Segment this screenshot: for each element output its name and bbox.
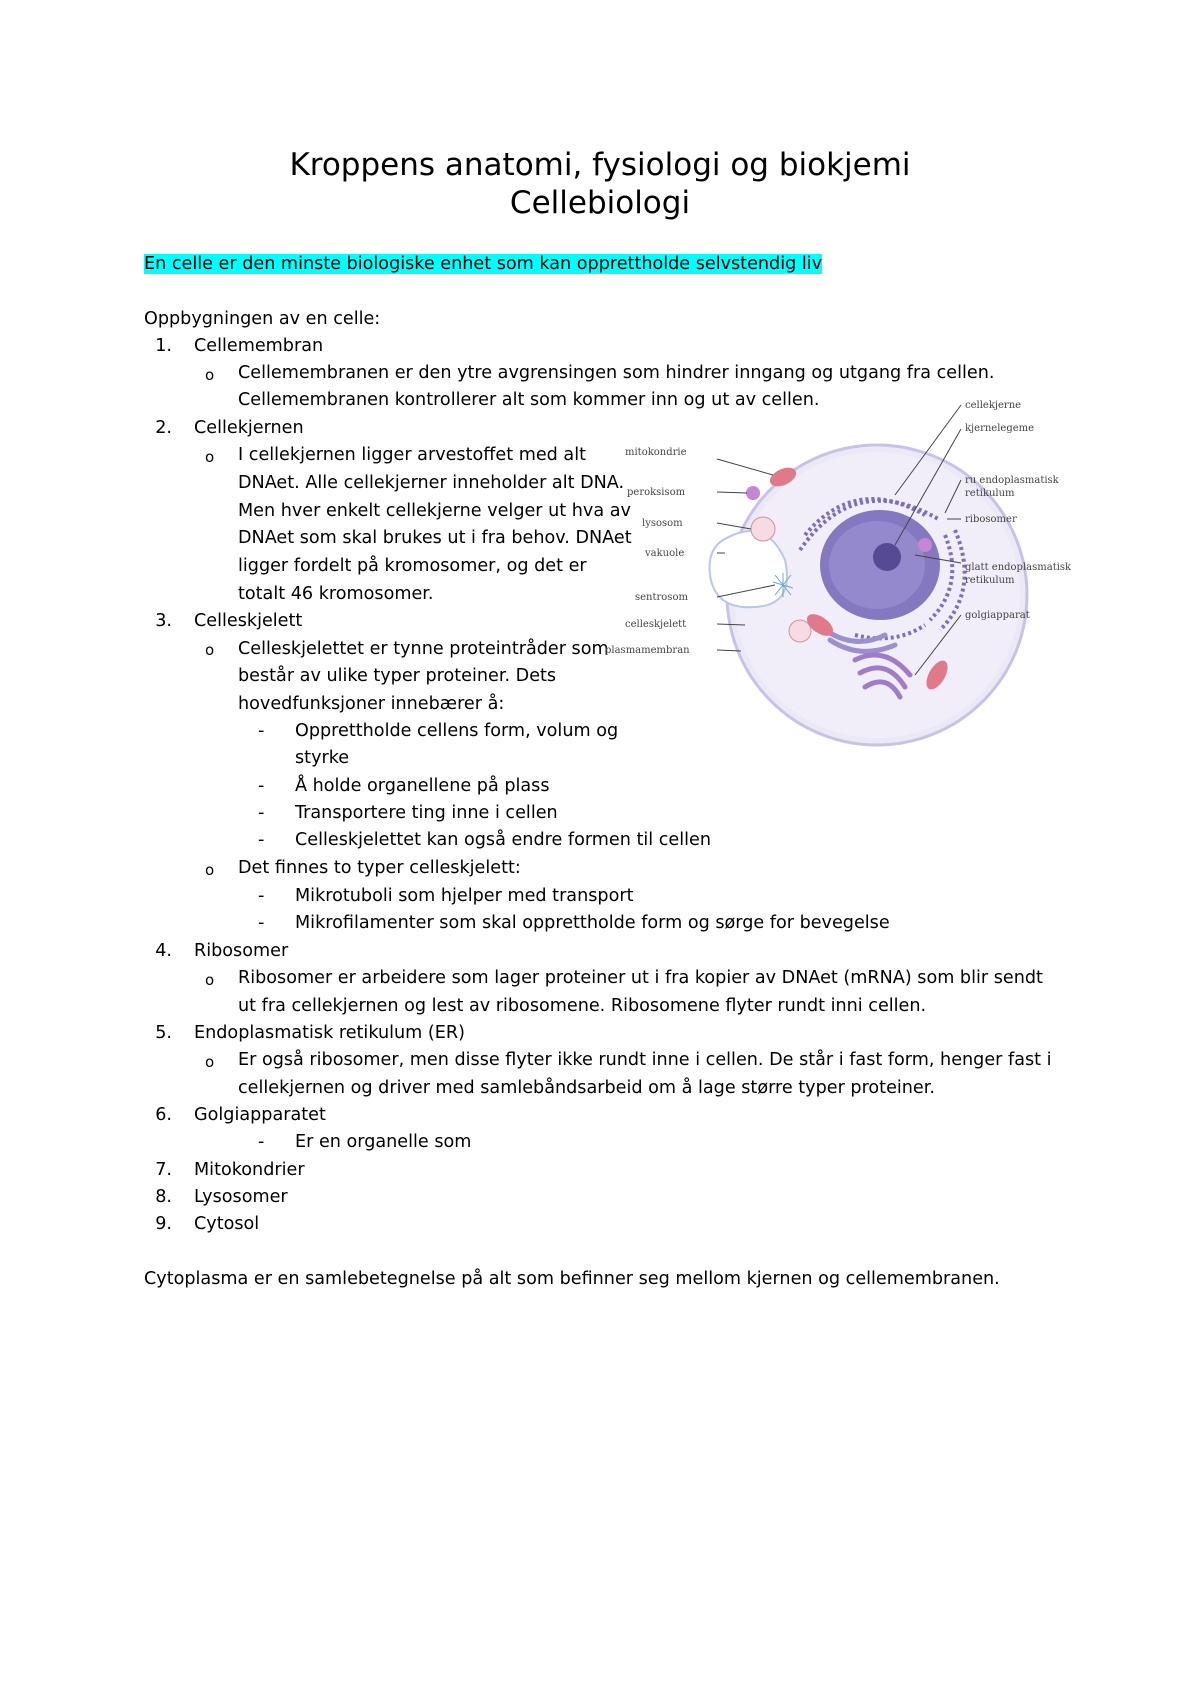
list-number: 7. <box>155 1160 172 1180</box>
item-title-celleskjelett: Celleskjelett <box>194 611 303 631</box>
dash-marker: - <box>258 721 265 741</box>
item-text: Celleskjelettet er tynne proteintråder som <box>238 639 609 659</box>
list-number: 3. <box>155 611 172 631</box>
figure-label-ru-er: ru endoplasmatisk <box>965 475 1059 486</box>
bullet-marker: o <box>205 971 215 989</box>
item-title-cellemembran: Cellemembran <box>194 336 324 356</box>
document-title: Kroppens anatomi, fysiologi og biokjemi <box>289 147 911 183</box>
item-title-golgi: Golgiapparatet <box>194 1105 326 1125</box>
lysosome-shape <box>751 517 775 541</box>
intro-heading: Oppbygningen av en celle: <box>144 309 381 329</box>
figure-label-celleskjelett: celleskjelett <box>625 619 687 630</box>
dash-marker: - <box>258 776 265 796</box>
list-number: 9. <box>155 1214 172 1234</box>
item-text: Men hver enkelt cellekjerne velger ut hva av <box>238 501 631 521</box>
list-number: 1. <box>155 336 172 356</box>
item-text: består av ulike typer proteiner. Dets <box>238 666 557 686</box>
bullet-marker: o <box>205 641 215 659</box>
list-number: 5. <box>155 1023 172 1043</box>
type-item: Mikrotuboli som hjelper med transport <box>295 886 634 906</box>
peroxisome-shape <box>918 538 932 552</box>
item-title-er: Endoplasmatisk retikulum (ER) <box>194 1023 465 1043</box>
figure-label-plasmamembran: plasmamembran <box>605 645 690 656</box>
bullet-marker: o <box>205 861 215 879</box>
item-text: Cellemembranen er den ytre avgrensingen som hindrer inngang og utgang fra cellen. <box>238 363 995 383</box>
function-item: Celleskjelettet kan også endre formen til cellen <box>295 830 711 850</box>
item-text: ut fra cellekjernen og lest av ribosomene. Ribosomene flyter rundt inni cellen. <box>238 996 927 1016</box>
item-title-cellekjernen: Cellekjernen <box>194 418 304 438</box>
function-item: Transportere ting inne i cellen <box>295 803 558 823</box>
list-number: 6. <box>155 1105 172 1125</box>
dash-marker: - <box>258 1132 265 1152</box>
figure-label-peroksisom: peroksisom <box>627 487 686 498</box>
document-subtitle: Cellebiologi <box>509 185 691 221</box>
item-text: totalt 46 kromosomer. <box>238 584 434 604</box>
cell-diagram-figure <box>605 400 1165 750</box>
function-item: Å holde organellene på plass <box>295 776 550 796</box>
figure-label-cellekjerne: cellekjerne <box>965 400 1022 411</box>
item-title-lysosomer: Lysosomer <box>194 1187 288 1207</box>
type-item: Mikrofilamenter som skal opprettholde form og sørge for bevegelse <box>295 913 890 933</box>
dash-marker: - <box>258 803 265 823</box>
item-text: ligger fordelt på kromosomer, og det er <box>238 556 587 576</box>
dash-marker: - <box>258 830 265 850</box>
dash-marker: - <box>258 913 265 933</box>
list-number: 4. <box>155 941 172 961</box>
nucleolus-shape <box>873 543 901 571</box>
figure-label-ru-er-2: retikulum <box>965 488 1015 499</box>
figure-label-vakuole: vakuole <box>645 548 685 559</box>
figure-label-kjernelegeme: kjernelegeme <box>965 423 1035 434</box>
definition <box>144 253 822 275</box>
item-text: hovedfunksjoner innebærer å: <box>238 694 505 714</box>
figure-label-ribosomer: ribosomer <box>965 514 1017 525</box>
figure-label-sentrosom: sentrosom <box>635 592 688 603</box>
figure-label-glatt-er-2: retikulum <box>965 575 1015 586</box>
closing-paragraph: Cytoplasma er en samlebetegnelse på alt som befinner seg mellom kjernen og cellemembranen. <box>144 1269 1000 1289</box>
item-title-mitokondrier: Mitokondrier <box>194 1160 305 1180</box>
function-item: Opprettholde cellens form, volum og <box>295 721 619 741</box>
figure-label-mitokondrie: mitokondrie <box>625 447 687 458</box>
figure-label-golgiapparat: golgiapparat <box>965 610 1030 621</box>
list-number: 8. <box>155 1187 172 1207</box>
list-number: 2. <box>155 418 172 438</box>
figure-label-lysosom: lysosom <box>642 518 683 529</box>
item-text: Det finnes to typer celleskjelett: <box>238 858 521 878</box>
highlighted-definition: En celle er den minste biologiske enhet som kan opprettholde selvstendig liv <box>144 254 823 274</box>
peroxisome-shape <box>746 486 760 500</box>
dash-marker: - <box>258 886 265 906</box>
item-text: DNAet. Alle cellekjerner inneholder alt DNA. <box>238 473 625 493</box>
function-item: styrke <box>295 748 350 768</box>
item-text: Er også ribosomer, men disse flyter ikke rundt inne i cellen. De står i fast form, henger fast i <box>238 1050 1052 1070</box>
item-text: Er en organelle som <box>295 1132 472 1152</box>
item-title-cytosol: Cytosol <box>194 1214 260 1234</box>
item-text: I cellekjernen ligger arvestoffet med alt <box>238 445 586 465</box>
item-text: DNAet som skal brukes ut i fra behov. DNAet <box>238 528 632 548</box>
figure-label-glatt-er: glatt endoplasmatisk <box>965 562 1072 573</box>
lysosome-shape <box>789 620 811 642</box>
item-text: cellekjernen og driver med samlebåndsarbeid om å lage større typer proteiner. <box>238 1078 935 1098</box>
item-text: Cellemembranen kontrollerer alt som kommer inn og ut av cellen. <box>238 390 820 410</box>
bullet-marker: o <box>205 448 215 466</box>
item-title-ribosomer: Ribosomer <box>194 941 289 961</box>
item-text: Ribosomer er arbeidere som lager proteiner ut i fra kopier av DNAet (mRNA) som blir sendt <box>238 968 1043 988</box>
bullet-marker: o <box>205 366 215 384</box>
bullet-marker: o <box>205 1053 215 1071</box>
